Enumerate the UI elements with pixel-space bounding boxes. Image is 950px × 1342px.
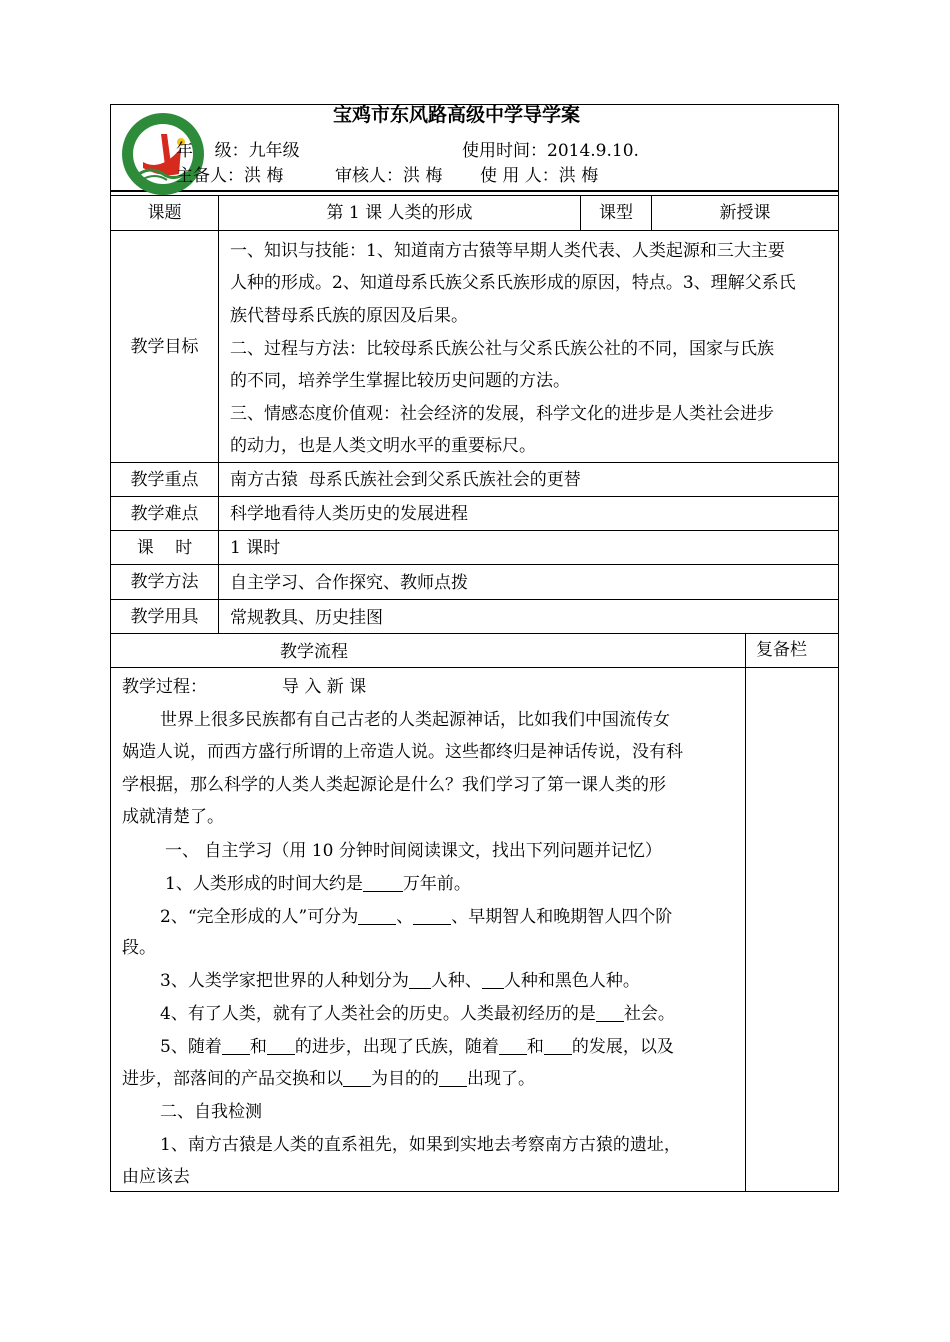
question-text: 和 — [526, 1037, 544, 1057]
question-text: 人种和黑色人种。 — [503, 971, 640, 991]
answer-blank — [544, 1036, 572, 1055]
objective-line: 的不同，培养学生掌握比较历史问题的方法。 — [230, 371, 570, 391]
user: 使 用 人：洪 梅 — [480, 166, 599, 186]
answer-blank — [363, 873, 403, 892]
page-title: 宝鸡市东风路高级中学导学案 — [333, 104, 581, 126]
difficulty-value: 科学地看待人类历史的发展进程 — [230, 504, 468, 524]
question-text: 万年前。 — [402, 874, 471, 894]
question-text: 4、有了人类，就有了人类社会的历史。人类最初经历的是 — [160, 1004, 596, 1024]
row-rule — [110, 599, 839, 600]
question-text: 的发展，以及 — [571, 1037, 674, 1057]
answer-blank — [413, 906, 451, 925]
question-text: 为目的的 — [371, 1069, 439, 1089]
question-text: 5、随着 — [160, 1037, 222, 1057]
question-5 — [160, 1036, 674, 1058]
question-1 — [165, 873, 471, 895]
question-text: 出现了。 — [467, 1069, 535, 1089]
row-label-methods: 教学方法 — [130, 572, 199, 592]
tools-value: 常规教具、历史挂图 — [230, 608, 383, 628]
intro-label: 导 入 新 课 — [282, 677, 367, 697]
objective-line: 人种的形成。2、知道母系氏族父系氏族形成的原因，特点。3、理解父系氏 — [230, 273, 796, 293]
question-text: 2、“完全形成的人”可分为 — [160, 907, 359, 927]
objective-line: 三、情感态度价值观：社会经济的发展，科学文化的进步是人类社会进步 — [230, 404, 774, 424]
intro-line: 成就清楚了。 — [122, 807, 224, 827]
flow-header: 教学流程 — [280, 642, 348, 662]
row-label-tools: 教学用具 — [130, 606, 199, 627]
row-rule — [110, 462, 839, 463]
answer-blank — [439, 1068, 467, 1087]
objective-line: 一、知识与技能：1、知道南方古猿等早期人类代表、人类起源和三大主要 — [230, 241, 785, 261]
row-rule — [110, 230, 839, 231]
methods-value: 自主学习、合作探究、教师点拨 — [230, 573, 468, 593]
question-text: 3、人类学家把世界的人种划分为 — [160, 971, 409, 991]
intro-line: 世界上很多民族都有自己古老的人类起源神话，比如我们中国流传女 — [160, 710, 670, 730]
process-label: 教学过程： — [122, 677, 207, 697]
section-self-test: 二、自我检测 — [160, 1102, 262, 1122]
answer-blank — [267, 1036, 295, 1055]
test-question-1-cont: 由应该去 — [122, 1167, 190, 1187]
row-rule — [110, 530, 839, 531]
reviewer: 审核人：洪 梅 — [335, 166, 443, 186]
topic-value: 第 1 课 人类的形成 — [326, 203, 473, 223]
row-rule — [110, 667, 839, 668]
side-header: 复备栏 — [756, 640, 807, 660]
answer-blank — [222, 1036, 250, 1055]
row-label-hours: 课 时 — [136, 537, 193, 558]
intro-line: 学根据，那么科学的人类人类起源论是什么？我们学习了第一课人类的形 — [122, 775, 666, 795]
question-4 — [160, 1003, 675, 1025]
answer-blank — [499, 1036, 527, 1055]
type-value: 新授课 — [719, 203, 771, 223]
row-label-objectives: 教学目标 — [130, 336, 199, 357]
answer-blank — [358, 906, 396, 925]
answer-blank — [409, 970, 431, 989]
question-text: 进步，部落间的产品交换和以 — [122, 1069, 343, 1089]
row-label-difficulty: 教学难点 — [130, 503, 199, 524]
question-text: 和 — [249, 1037, 267, 1057]
col-rule — [218, 195, 219, 633]
row-label-topic: 课题 — [147, 203, 182, 223]
answer-blank — [343, 1068, 371, 1087]
question-3 — [160, 970, 640, 992]
grade-label: 年 级：九年级 — [176, 141, 300, 161]
question-text: 1、人类形成的时间大约是 — [165, 874, 363, 894]
intro-line: 娲造人说，而西方盛行所谓的上帝造人说。这些都终归是神话传说，没有科 — [122, 742, 683, 762]
question-text: 人种、 — [430, 971, 482, 991]
answer-blank — [482, 970, 504, 989]
header-rule — [110, 190, 839, 192]
row-rule — [110, 496, 839, 497]
document-frame — [110, 104, 839, 1192]
use-time: 使用时间：2014.9.10. — [462, 141, 639, 161]
preparer: 主备人：洪 梅 — [176, 166, 284, 186]
objective-line: 的动力，也是人类文明水平的重要标尺。 — [230, 436, 536, 456]
question-text: 、早期智人和晚期智人四个阶 — [451, 907, 673, 927]
objective-line: 族代替母系氏族的原因及后果。 — [230, 306, 468, 326]
row-label-key-points: 教学重点 — [130, 469, 199, 490]
question-text: 、 — [396, 907, 414, 927]
question-2 — [160, 906, 672, 928]
row-rule — [110, 564, 839, 565]
question-2-cont: 段。 — [122, 938, 156, 958]
section-self-study: 一、 自主学习（用 10 分钟时间阅读课文，找出下列问题并记忆） — [165, 841, 662, 861]
question-text: 社会。 — [623, 1004, 675, 1024]
test-question-1: 1、南方古猿是人类的直系祖先，如果到实地去考察南方古猿的遗址， — [160, 1135, 681, 1155]
answer-blank — [596, 1003, 624, 1022]
question-5-cont — [122, 1068, 535, 1090]
key-points-value: 南方古猿 母系氏族社会到父系氏族社会的更替 — [230, 470, 581, 490]
col-rule — [745, 633, 746, 1192]
question-text: 的进步，出现了氏族，随着 — [294, 1037, 499, 1057]
row-rule — [110, 633, 839, 634]
objective-line: 二、过程与方法：比较母系氏族公社与父系氏族公社的不同，国家与氏族 — [230, 339, 774, 359]
hours-value: 1 课时 — [230, 538, 281, 558]
type-label: 课型 — [599, 203, 633, 223]
